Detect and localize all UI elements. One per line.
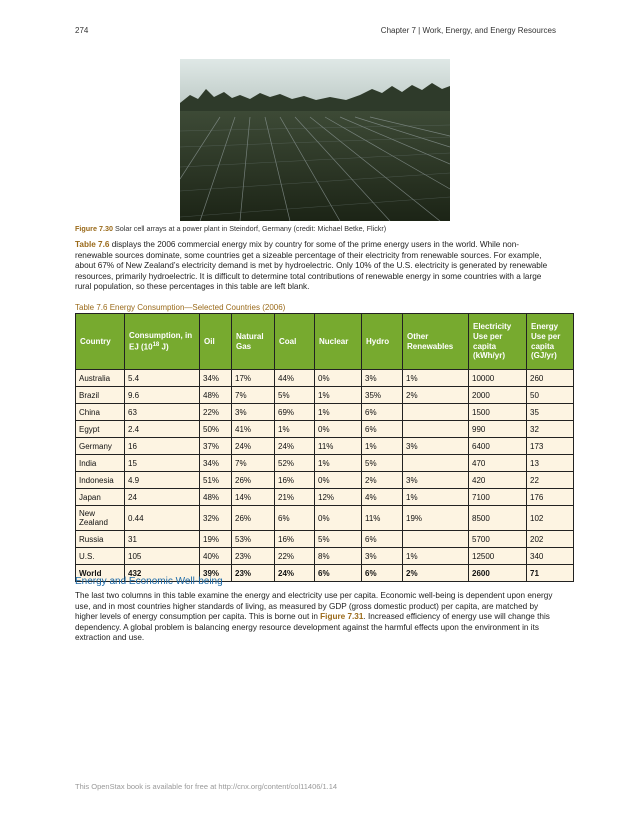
cell-consumption: 105 [125,548,200,565]
cell-other [403,531,469,548]
cell-electricity: 2600 [469,565,527,582]
cell-gas: 14% [232,489,275,506]
cell-coal: 6% [275,506,315,531]
col-header-country: Country [76,314,125,370]
cell-electricity: 7100 [469,489,527,506]
col-header-nuclear: Nuclear [315,314,362,370]
cell-coal: 69% [275,404,315,421]
cell-electricity: 420 [469,472,527,489]
cell-consumption: 5.4 [125,370,200,387]
cell-coal: 22% [275,548,315,565]
table-row [76,455,574,472]
page-number: 274 [75,26,89,35]
cell-electricity: 8500 [469,506,527,531]
cell-coal: 24% [275,565,315,582]
cell-consumption: 2.4 [125,421,200,438]
intro-text: displays the 2006 commercial energy mix by country for some of the prime energy users in the world. While non-renewable sources dominate, some countries get a sizeable percentage of their electricity from renewable sources. For example, about 67% of New Zealand’s electricity demand is met by hydroelectric. Only 10% of the U.S. electricity is generated by renewable resources, primarily hydroelectric. It is difficult to determine total contributions of renewable energy in some countries with a large rural population, so these percentages in this table are left blank. [75,240,548,292]
cell-gas: 26% [232,472,275,489]
cell-gas: 26% [232,506,275,531]
table-row [76,489,574,506]
cell-electricity: 6400 [469,438,527,455]
section-text-before: The last two columns in this table examine the energy and electricity use per capita. Economic well-being is dependent upon energy use, and in most countries higher standards of living, as measured by GDP (gross domestic product) per capita, are matched by higher levels of energy consumption per capita. This is borne out in [75,591,553,622]
cell-other [403,421,469,438]
cell-gas: 23% [232,565,275,582]
cell-gas: 17% [232,370,275,387]
cell-consumption: 4.9 [125,472,200,489]
cell-energy: 71 [527,565,574,582]
cell-country: New Zealand [76,506,125,531]
col-header-oil: Oil [200,314,232,370]
cell-gas: 53% [232,531,275,548]
col-header-other-renewables: Other Renewables [403,314,469,370]
consumption-header-unit: J) [159,342,169,352]
cell-gas: 7% [232,387,275,404]
cell-country: Indonesia [76,472,125,489]
cell-hydro: 6% [362,421,403,438]
cell-hydro: 5% [362,455,403,472]
table-row [76,438,574,455]
cell-consumption: 63 [125,404,200,421]
cell-other [403,404,469,421]
table-reference-link[interactable]: Table 7.6 [75,240,110,249]
cell-energy: 13 [527,455,574,472]
cell-hydro: 11% [362,506,403,531]
figure-caption [75,224,555,233]
table-row [76,404,574,421]
consumption-header-exponent: 18 [152,341,160,348]
cell-consumption: 9.6 [125,387,200,404]
table-row [76,387,574,404]
cell-coal: 1% [275,421,315,438]
cell-hydro: 4% [362,489,403,506]
cell-nuclear: 0% [315,370,362,387]
cell-energy: 50 [527,387,574,404]
cell-other: 1% [403,370,469,387]
cell-coal: 44% [275,370,315,387]
cell-consumption: 31 [125,531,200,548]
cell-coal: 16% [275,531,315,548]
cell-electricity: 990 [469,421,527,438]
cell-oil: 34% [200,455,232,472]
cell-gas: 23% [232,548,275,565]
cell-electricity: 10000 [469,370,527,387]
figure-label: Figure 7.30 [75,224,113,233]
section-paragraph [75,591,555,644]
cell-nuclear: 1% [315,404,362,421]
cell-electricity: 1500 [469,404,527,421]
cell-nuclear: 8% [315,548,362,565]
cell-consumption: 432 [125,565,200,582]
cell-energy: 102 [527,506,574,531]
table-title: Table 7.6 Energy Consumption—Selected Countries (2006) [75,303,286,312]
cell-oil: 40% [200,548,232,565]
cell-oil: 22% [200,404,232,421]
cell-other: 2% [403,565,469,582]
cell-nuclear: 12% [315,489,362,506]
solar-array-photo [180,59,450,221]
section-text-after: . Increased efficiency of energy use will change this dependency. A global problem is balancing energy resource development against the harmful effects upon the environment in its extraction and use. [75,612,550,643]
cell-oil: 48% [200,387,232,404]
figure-caption-text: Solar cell arrays at a power plant in Steindorf, Germany (credit: Michael Betke, Flickr) [114,224,387,233]
intro-paragraph [75,240,555,293]
cell-hydro: 3% [362,548,403,565]
cell-country: Russia [76,531,125,548]
cell-coal: 21% [275,489,315,506]
cell-country: Australia [76,370,125,387]
col-header-energy: Energy Use per capita (GJ/yr) [527,314,574,370]
consumption-header-text: Consumption, in EJ (10 [129,331,193,352]
cell-consumption: 15 [125,455,200,472]
cell-energy: 340 [527,548,574,565]
cell-consumption: 24 [125,489,200,506]
cell-energy: 260 [527,370,574,387]
cell-coal: 5% [275,387,315,404]
cell-hydro: 1% [362,438,403,455]
cell-nuclear: 5% [315,531,362,548]
table-row [76,421,574,438]
cell-nuclear: 0% [315,421,362,438]
table-row [76,506,574,531]
table-row [76,370,574,387]
cell-gas: 7% [232,455,275,472]
cell-hydro: 3% [362,370,403,387]
cell-electricity: 470 [469,455,527,472]
cell-country: China [76,404,125,421]
table-row [76,472,574,489]
cell-oil: 32% [200,506,232,531]
cell-other: 2% [403,387,469,404]
cell-oil: 19% [200,531,232,548]
figure-reference-link[interactable]: Figure 7.31 [320,612,364,622]
table-row [76,531,574,548]
table-row [76,548,574,565]
cell-other: 3% [403,438,469,455]
cell-nuclear: 1% [315,455,362,472]
cell-energy: 32 [527,421,574,438]
cell-country: U.S. [76,548,125,565]
footer-note: This OpenStax book is available for free at http://cnx.org/content/col11406/1.14 [75,782,338,791]
cell-nuclear: 6% [315,565,362,582]
cell-country: World [76,565,125,582]
cell-other: 19% [403,506,469,531]
cell-electricity: 2000 [469,387,527,404]
cell-energy: 22 [527,472,574,489]
cell-nuclear: 0% [315,506,362,531]
cell-nuclear: 11% [315,438,362,455]
cell-oil: 51% [200,472,232,489]
cell-other: 3% [403,472,469,489]
cell-country: Japan [76,489,125,506]
cell-other: 1% [403,489,469,506]
cell-coal: 24% [275,438,315,455]
cell-electricity: 5700 [469,531,527,548]
chapter-header: Chapter 7 | Work, Energy, and Energy Resources [380,26,556,35]
cell-oil: 48% [200,489,232,506]
section-heading: Energy and Economic Well-being [75,576,223,587]
cell-energy: 176 [527,489,574,506]
col-header-electricity: Electricity Use per capita (kWh/yr) [469,314,527,370]
cell-consumption: 0.44 [125,506,200,531]
cell-electricity: 12500 [469,548,527,565]
cell-oil: 34% [200,370,232,387]
cell-country: Egypt [76,421,125,438]
cell-coal: 52% [275,455,315,472]
cell-oil: 50% [200,421,232,438]
cell-oil: 37% [200,438,232,455]
cell-energy: 202 [527,531,574,548]
energy-consumption-table [75,313,574,582]
cell-hydro: 6% [362,404,403,421]
cell-hydro: 2% [362,472,403,489]
col-header-coal: Coal [275,314,315,370]
cell-gas: 41% [232,421,275,438]
cell-nuclear: 1% [315,387,362,404]
cell-oil: 39% [200,565,232,582]
cell-gas: 24% [232,438,275,455]
cell-country: Germany [76,438,125,455]
cell-country: India [76,455,125,472]
col-header-hydro: Hydro [362,314,403,370]
cell-consumption: 16 [125,438,200,455]
cell-coal: 16% [275,472,315,489]
cell-hydro: 35% [362,387,403,404]
cell-energy: 35 [527,404,574,421]
cell-hydro: 6% [362,565,403,582]
cell-gas: 3% [232,404,275,421]
cell-nuclear: 0% [315,472,362,489]
cell-hydro: 6% [362,531,403,548]
cell-country: Brazil [76,387,125,404]
col-header-consumption [125,314,200,370]
col-header-gas: Natural Gas [232,314,275,370]
cell-energy: 173 [527,438,574,455]
table-header-row [76,314,574,370]
cell-other: 1% [403,548,469,565]
cell-other [403,455,469,472]
